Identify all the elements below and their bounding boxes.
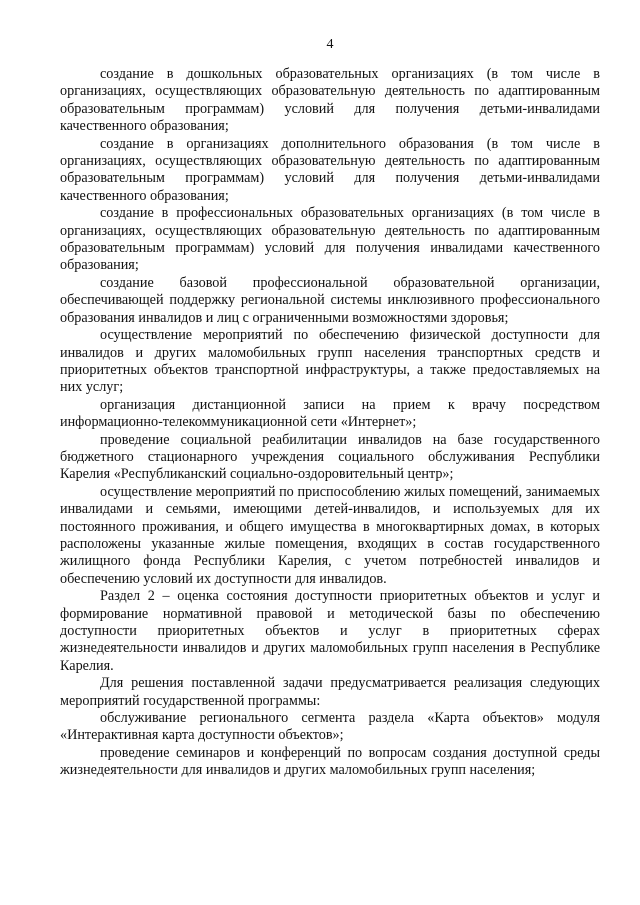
paragraph: осуществление мероприятий по приспособлению жилых помещений, занимаемых инвалидами и семьями, имеющими детей-инвалидов, и используемых для их постоянного проживания, и общего имущества в многоквартирных домах, в которых расположены указанные жилые помещения, входящих в состав государственного жилищного фонда Республики Карелия, с учетом потребностей инвалидов и обеспечению условий их доступности для инвалидов.	[60, 483, 600, 587]
page-number: 4	[326, 37, 334, 52]
paragraph: проведение семинаров и конференций по вопросам создания доступной среды жизнедеятельности для инвалидов и других маломобильных групп населения;	[60, 744, 600, 779]
paragraph: организация дистанционной записи на прием к врачу посредством информационно-телекоммуникационной сети «Интернет»;	[60, 396, 600, 431]
paragraph: осуществление мероприятий по обеспечению физической доступности для инвалидов и других маломобильных групп населения транспортных средств и приоритетных объектов транспортной инфраструктуры, а также предоставляемых на них услуг;	[60, 327, 600, 396]
document-body	[60, 66, 600, 780]
paragraph: проведение социальной реабилитации инвалидов на базе государственного бюджетного стационарного учреждения социального обслуживания Республики Карелия «Республиканский социально-оздоровительный центр»;	[60, 431, 600, 483]
paragraph: обслуживание регионального сегмента раздела «Карта объектов» модуля «Интерактивная карта доступности объектов»;	[60, 710, 600, 744]
paragraph: Для решения поставленной задачи предусматривается реализация следующих мероприятий государственной программы:	[60, 675, 600, 709]
paragraph: создание в дошкольных образовательных организациях (в том числе в организациях, осуществляющих образовательную деятельность по адаптированным образовательным программам) условий для получения детьми-инвалидами качественного образования;	[60, 66, 600, 135]
paragraph: создание базовой профессиональной образовательной организации, обеспечивающей поддержку региональной системы инклюзивного профессионального образования инвалидов и лиц с ограниченными возможностями здоровья;	[60, 274, 600, 326]
paragraph: создание в профессиональных образовательных организациях (в том числе в организациях, осуществляющих образовательную деятельность по адаптированным образовательным программам) условий для получения инвалидами качественного образования;	[60, 205, 600, 274]
paragraph: создание в организациях дополнительного образования (в том числе в организациях, осуществляющих образовательную деятельность по адаптированным образовательным программам) условий для получения детьми-инвалидами качественного образования;	[60, 135, 600, 204]
paragraph: Раздел 2 – оценка состояния доступности приоритетных объектов и услуг и формирование нормативной правовой и методической базы по обеспечению доступности приоритетных объектов и услуг в приоритетных сферах жизнедеятельности инвалидов и других маломобильных групп населения в Республике Карелия.	[60, 588, 600, 674]
